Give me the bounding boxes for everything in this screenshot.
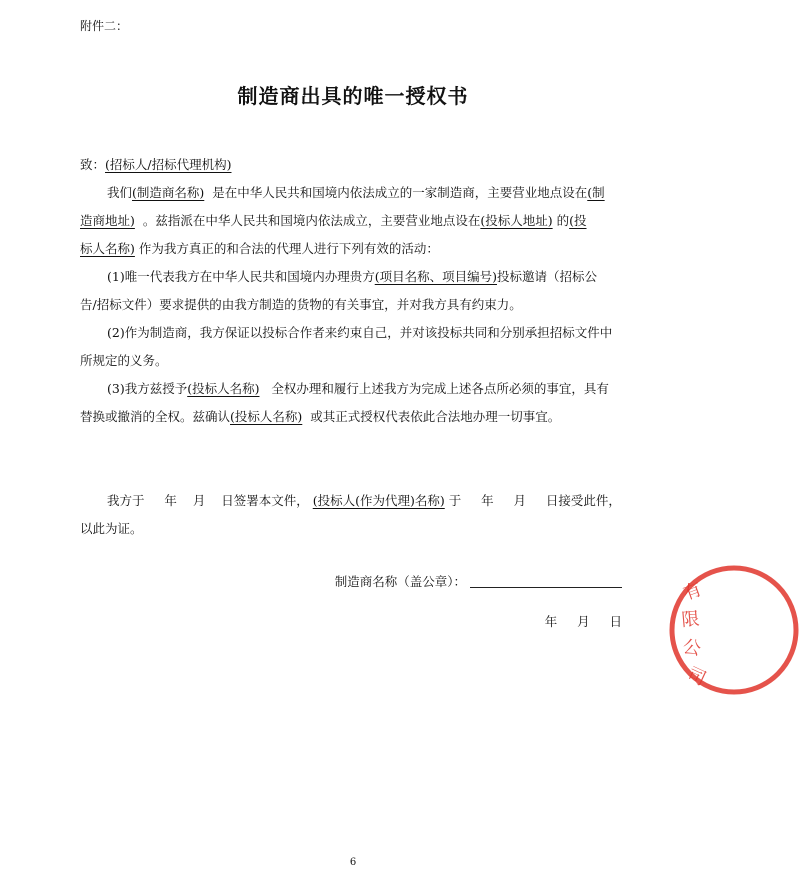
date-row — [545, 608, 622, 636]
company-seal-stamp — [664, 560, 804, 700]
signature-row — [335, 568, 622, 596]
closing-year: 年 — [164, 493, 177, 508]
closing-line2 — [80, 515, 622, 543]
para1-text1: 我们 — [107, 185, 133, 200]
para1-text3: 。兹指派在中华人民共和国境内依法成立，主要营业地点设在 — [142, 213, 481, 228]
date-day: 日 — [609, 614, 622, 629]
document-title: 制造商出具的唯一授权书 — [237, 84, 469, 108]
seal-char-1: 有 — [680, 578, 705, 605]
para1-line2 — [80, 207, 622, 235]
signature-blank-line — [470, 573, 622, 588]
closing-text2: 日签署本文件， — [221, 493, 309, 508]
page-number: 6 — [349, 857, 357, 868]
item1-text2: 投标邀请（招标公 — [496, 269, 597, 284]
date-month: 月 — [577, 614, 590, 629]
project-name-blank: (项目名称、项目编号) — [374, 269, 497, 284]
item2-line1 — [107, 319, 622, 347]
bidder-name-blank-3: (投标人名称) — [230, 409, 303, 424]
item3-text4: 或其正式授权代表依此合法地办理一切事宜。 — [310, 409, 561, 424]
agent-name-blank: (投标人(作为代理)名称) — [312, 493, 445, 508]
manufacturer-address-blank-b: 造商地址) — [80, 213, 135, 228]
closing-month2: 月 — [513, 493, 527, 508]
item1-line1 — [107, 263, 622, 291]
addressee-value: (招标人/招标代理机构) — [105, 157, 232, 172]
closing-text1: 我方于 — [107, 493, 145, 508]
signature-label: 制造商名称（盖公章）： — [334, 574, 466, 589]
para1-line1 — [107, 179, 622, 207]
para1-line3 — [80, 235, 622, 263]
closing-year2: 年 — [481, 493, 494, 508]
item3-text1: (3)我方兹授予 — [107, 381, 188, 396]
annex-label: 附件二： — [80, 19, 129, 33]
item3-text2: 全权办理和履行上述我方为完成上述各点所必须的事宜，具有 — [271, 381, 609, 396]
date-year: 年 — [544, 614, 558, 629]
para1-text5: 作为我方真正的和合法的代理人进行下列有效的活动： — [138, 241, 439, 256]
addressee-label: 致： — [80, 157, 106, 172]
seal-char-3: 公 — [681, 636, 703, 661]
bidder-name-blank-2: (投标人名称) — [187, 381, 260, 396]
closing-text3: 于 — [448, 493, 462, 508]
closing-month: 月 — [192, 493, 206, 508]
item2-line2 — [80, 347, 622, 375]
item3-text3: 替换或撤消的全权。兹确认 — [80, 409, 231, 424]
item1-line2 — [80, 291, 622, 319]
item2-text2: 所规定的义务。 — [80, 353, 168, 368]
seal-char-2: 限 — [680, 608, 701, 631]
item1-text3: 告/招标文件）要求提供的由我方制造的货物的有关事宜，并对我方具有约束力。 — [80, 297, 522, 312]
seal-char-4: 司 — [683, 663, 710, 691]
addressee-line — [80, 151, 622, 179]
bidder-name-blank-b: 标人名称) — [80, 241, 135, 256]
bidder-name-blank-a: (投 — [569, 213, 587, 228]
para1-text2: 是在中华人民共和国境内依法成立的一家制造商，主要营业地点设在 — [212, 185, 588, 200]
closing-text4: 日接受此件， — [545, 493, 621, 508]
para1-text4: 的 — [556, 213, 570, 228]
item1-text1: (1)唯一代表我方在中华人民共和国境内办理贵方 — [107, 269, 375, 284]
manufacturer-name-blank: (制造商名称) — [132, 185, 205, 200]
closing-line1 — [107, 487, 622, 515]
item3-line2 — [80, 403, 622, 431]
item2-text1: (2)作为制造商，我方保证以投标合作者来约束自己，并对该投标共同和分别承担招标文件中 — [107, 325, 613, 340]
manufacturer-address-blank-a: (制 — [587, 185, 605, 200]
item3-line1 — [107, 375, 622, 403]
closing-text5: 以此为证。 — [80, 521, 143, 536]
bidder-address-blank: (投标人地址) — [480, 213, 553, 228]
